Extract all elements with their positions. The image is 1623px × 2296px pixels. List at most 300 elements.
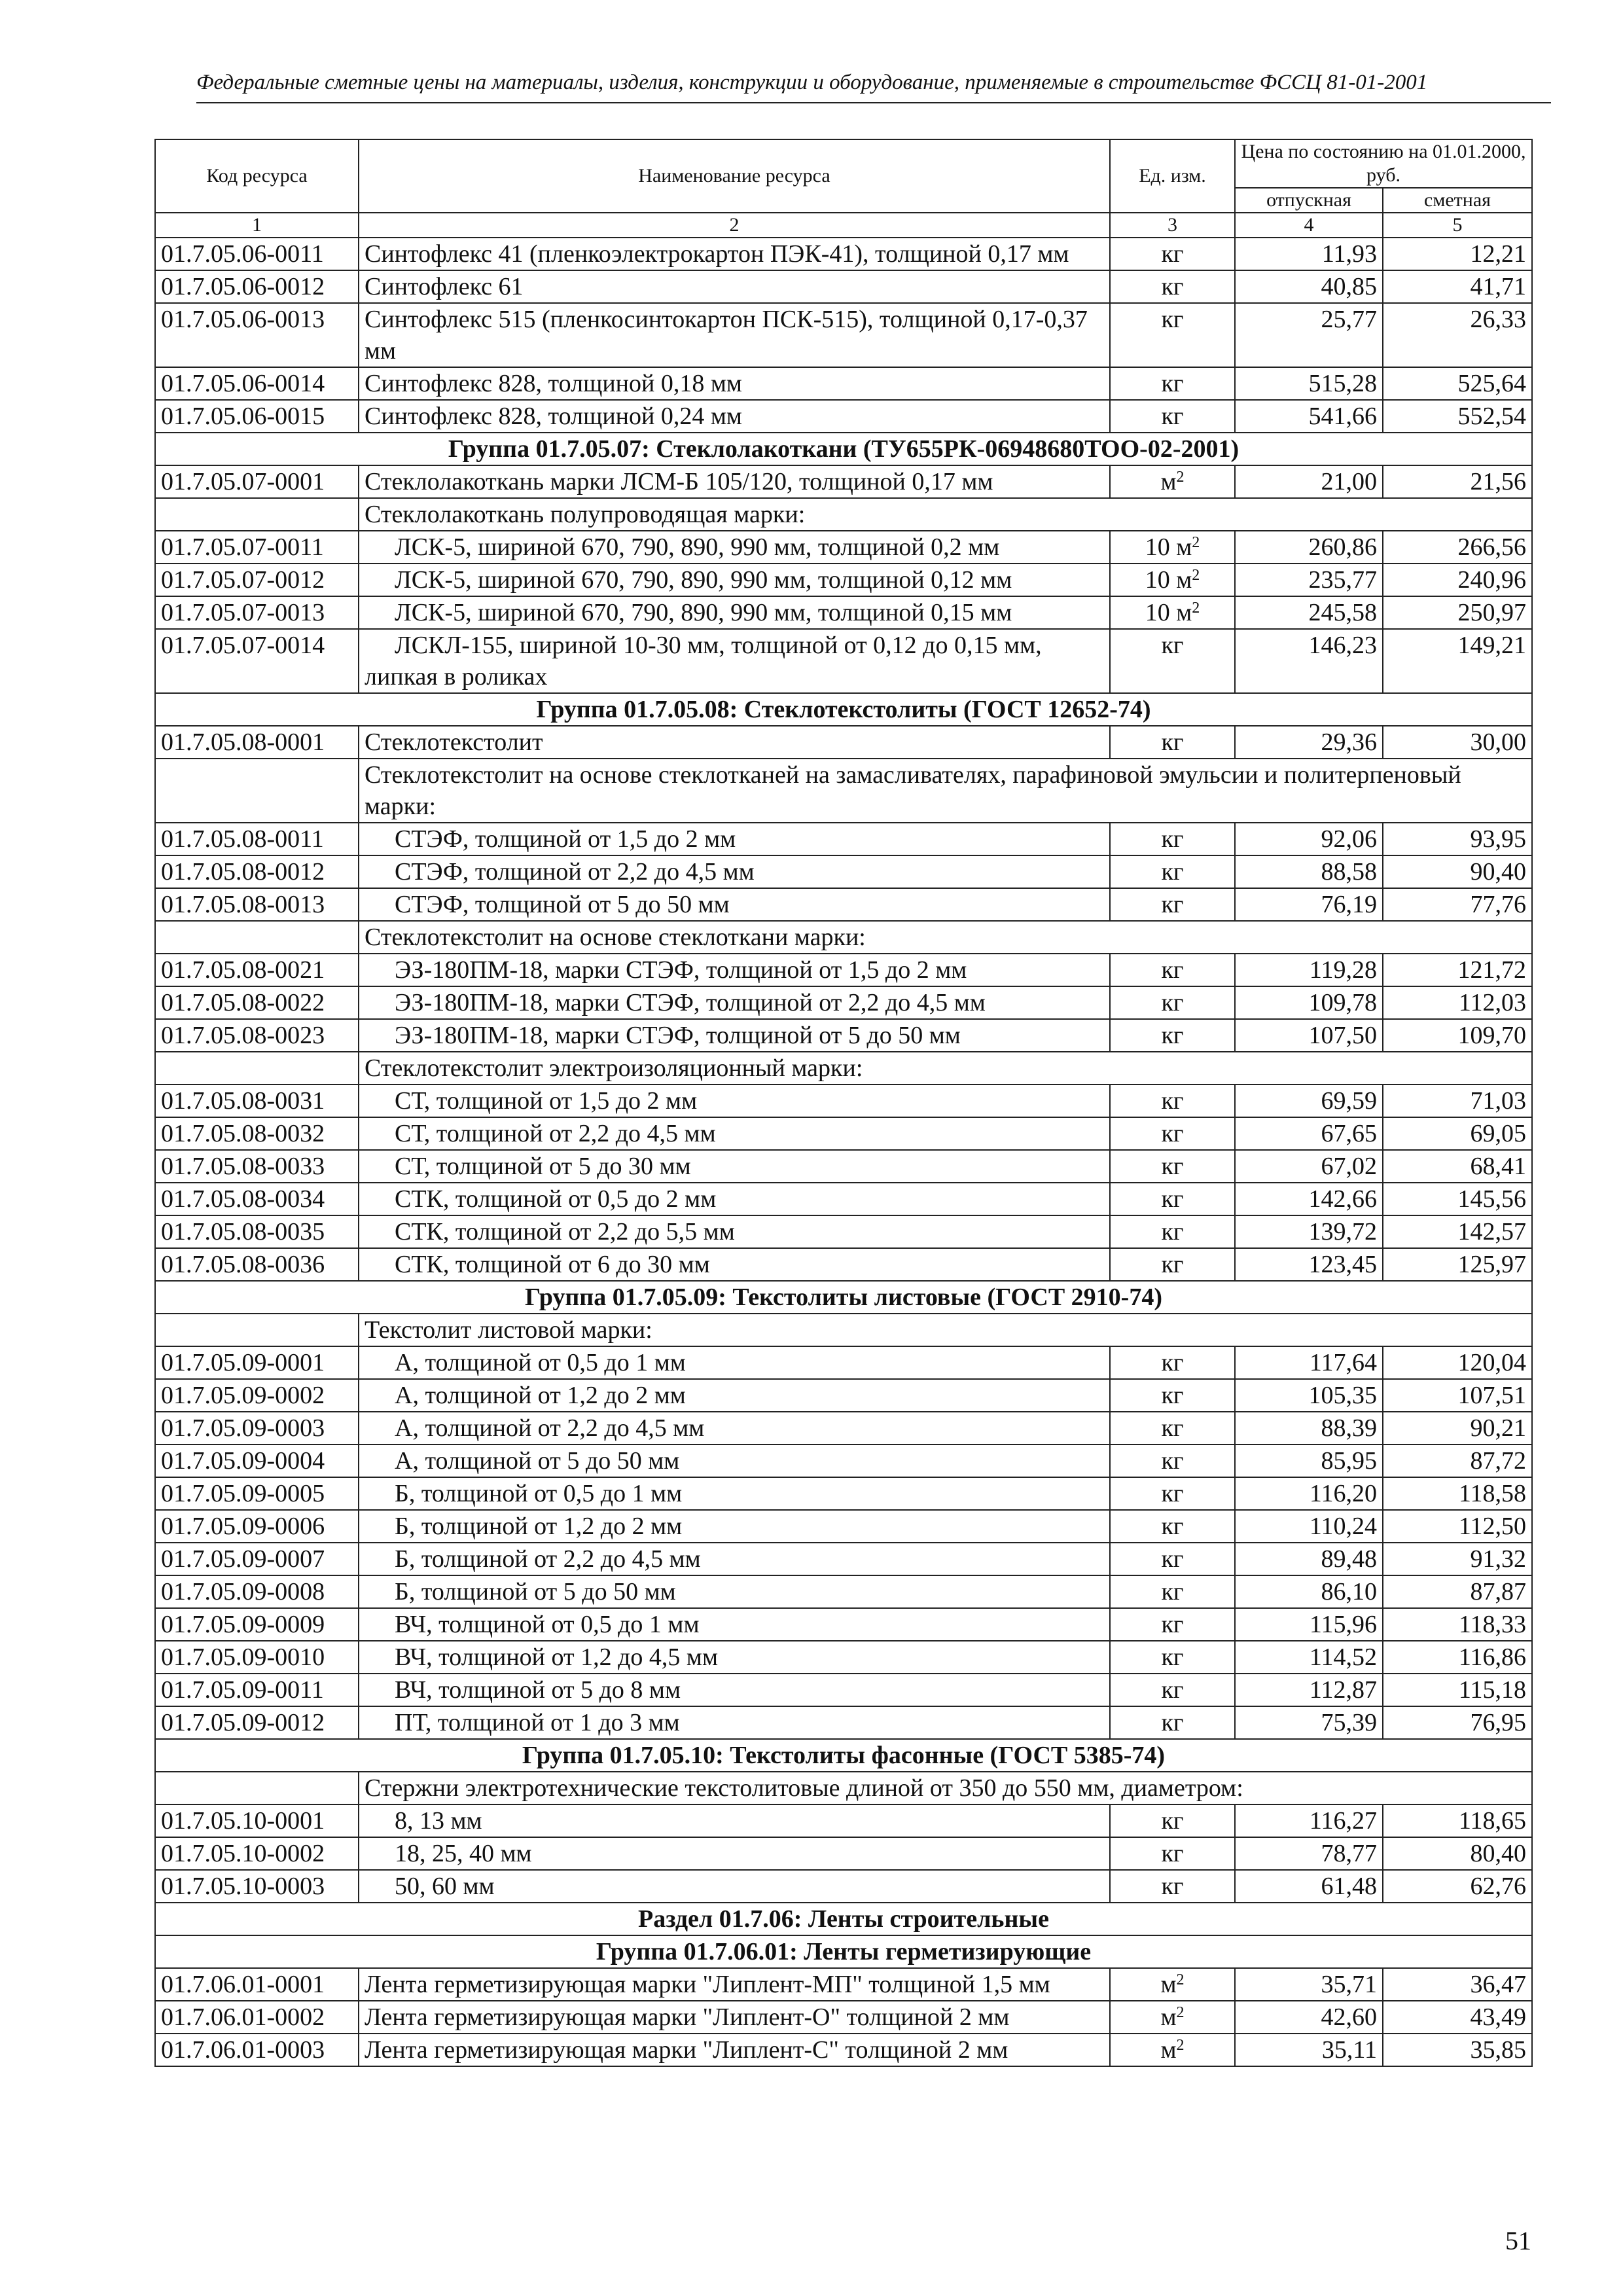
resource-code: 01.7.05.07-0011 bbox=[155, 531, 359, 564]
unit: кг bbox=[1161, 273, 1184, 300]
unit-cell bbox=[1110, 855, 1235, 888]
group-header-row bbox=[155, 693, 1532, 726]
resource-name-cell bbox=[359, 1183, 1110, 1215]
price-estimate: 112,50 bbox=[1383, 1510, 1532, 1543]
table-row bbox=[155, 400, 1532, 433]
resource-name: Синтофлекс 828, толщиной 0,24 мм bbox=[365, 403, 742, 430]
resource-code: 01.7.05.09-0003 bbox=[155, 1412, 359, 1444]
resource-name: Б, толщиной от 2,2 до 4,5 мм bbox=[395, 1545, 701, 1573]
unit-exponent: 2 bbox=[1192, 600, 1200, 617]
unit: кг bbox=[1161, 306, 1184, 333]
resource-name-cell bbox=[359, 303, 1110, 367]
price-estimate: 41,71 bbox=[1383, 270, 1532, 303]
resource-name-cell bbox=[359, 1804, 1110, 1837]
resource-code: 01.7.05.08-0013 bbox=[155, 888, 359, 921]
price-estimate: 90,40 bbox=[1383, 855, 1532, 888]
resource-name-cell bbox=[359, 367, 1110, 400]
resource-name: ЭЗ-180ПМ-18, марки СТЭФ, толщиной от 5 до 50 мм bbox=[395, 1022, 961, 1049]
price-estimate: 115,18 bbox=[1383, 1674, 1532, 1706]
price-release: 541,66 bbox=[1235, 400, 1383, 433]
unit: 10 м bbox=[1145, 566, 1192, 594]
resource-name-cell bbox=[359, 270, 1110, 303]
table-row bbox=[155, 1608, 1532, 1641]
resource-name-cell bbox=[359, 1706, 1110, 1739]
resource-name-cell bbox=[359, 855, 1110, 888]
unit: кг bbox=[1161, 240, 1184, 268]
table-row bbox=[155, 888, 1532, 921]
resource-code: 01.7.05.08-0031 bbox=[155, 1085, 359, 1117]
resource-name-cell bbox=[359, 564, 1110, 596]
unit: кг bbox=[1161, 1349, 1184, 1376]
price-release: 112,87 bbox=[1235, 1674, 1383, 1706]
price-release: 86,10 bbox=[1235, 1575, 1383, 1608]
price-release: 21,00 bbox=[1235, 465, 1383, 498]
price-release: 116,27 bbox=[1235, 1804, 1383, 1837]
price-estimate: 69,05 bbox=[1383, 1117, 1532, 1150]
resource-name-cell bbox=[359, 465, 1110, 498]
resource-code: 01.7.05.09-0005 bbox=[155, 1477, 359, 1510]
resource-name-cell bbox=[359, 954, 1110, 986]
resource-name-cell bbox=[359, 629, 1110, 693]
resource-name-cell bbox=[359, 1477, 1110, 1510]
resource-name-cell bbox=[359, 400, 1110, 433]
price-estimate: 77,76 bbox=[1383, 888, 1532, 921]
resource-name-cell bbox=[359, 1608, 1110, 1641]
resource-code: 01.7.06.01-0002 bbox=[155, 2001, 359, 2034]
resource-name: ЛСК-5, шириной 670, 790, 890, 990 мм, толщиной 0,2 мм bbox=[395, 533, 1000, 561]
price-estimate: 118,58 bbox=[1383, 1477, 1532, 1510]
unit-cell bbox=[1110, 303, 1235, 367]
price-estimate: 525,64 bbox=[1383, 367, 1532, 400]
subheading-row bbox=[155, 1314, 1532, 1346]
resource-name-cell bbox=[359, 1837, 1110, 1870]
unit-cell bbox=[1110, 1837, 1235, 1870]
price-estimate: 12,21 bbox=[1383, 238, 1532, 270]
resource-name: Синтофлекс 828, толщиной 0,18 мм bbox=[365, 370, 742, 397]
unit: кг bbox=[1161, 1087, 1184, 1115]
unit-exponent: 2 bbox=[1176, 469, 1185, 486]
price-release: 69,59 bbox=[1235, 1085, 1383, 1117]
resource-name-cell bbox=[359, 1575, 1110, 1608]
table-row bbox=[155, 1510, 1532, 1543]
resource-name: ЛСК-5, шириной 670, 790, 890, 990 мм, толщиной 0,12 мм bbox=[395, 566, 1012, 594]
resource-name: ЛСКЛ-155, шириной 10-30 мм, толщиной от 0,12 до 0,15 мм, липкая в роликах bbox=[365, 632, 1042, 691]
resource-name: Стеклолакоткань марки ЛСМ-Б 105/120, толщиной 0,17 мм bbox=[365, 468, 993, 495]
table-row bbox=[155, 303, 1532, 367]
col-header-name: Наименование ресурса bbox=[359, 139, 1110, 213]
resource-name: СТК, толщиной от 0,5 до 2 мм bbox=[395, 1185, 717, 1213]
resource-name-cell bbox=[359, 1968, 1110, 2001]
unit-cell bbox=[1110, 1117, 1235, 1150]
resource-name-cell bbox=[359, 1215, 1110, 1248]
unit: кг bbox=[1161, 1218, 1184, 1246]
unit-cell bbox=[1110, 1412, 1235, 1444]
unit: кг bbox=[1161, 1447, 1184, 1475]
price-estimate: 90,21 bbox=[1383, 1412, 1532, 1444]
price-release: 105,35 bbox=[1235, 1379, 1383, 1412]
resource-code: 01.7.05.08-0032 bbox=[155, 1117, 359, 1150]
unit: кг bbox=[1161, 1251, 1184, 1278]
price-estimate: 120,04 bbox=[1383, 1346, 1532, 1379]
table-row bbox=[155, 270, 1532, 303]
unit: кг bbox=[1161, 1153, 1184, 1180]
resource-name: Лента герметизирующая марки "Липлент-МП" толщиной 1,5 мм bbox=[365, 1971, 1050, 1998]
unit-cell bbox=[1110, 1706, 1235, 1739]
unit: кг bbox=[1161, 956, 1184, 984]
unit: м bbox=[1160, 2036, 1177, 2064]
resource-name: СТЭФ, толщиной от 2,2 до 4,5 мм bbox=[395, 858, 755, 886]
resource-name: Синтофлекс 515 (пленкосинтокартон ПСК-515), толщиной 0,17-0,37 мм bbox=[365, 306, 1088, 365]
subheading-text: Стержни электротехнические текстолитовые длиной от 350 до 550 мм, диаметром: bbox=[359, 1772, 1532, 1804]
unit-cell bbox=[1110, 954, 1235, 986]
unit-cell bbox=[1110, 596, 1235, 629]
subheading-row bbox=[155, 1772, 1532, 1804]
group-title: Группа 01.7.05.10: Текстолиты фасонные (ГОСТ 5385-74) bbox=[155, 1739, 1532, 1772]
resource-name: СТЭФ, толщиной от 5 до 50 мм bbox=[395, 891, 730, 918]
empty-cell bbox=[155, 921, 359, 954]
group-title: Группа 01.7.06.01: Ленты герметизирующие bbox=[155, 1935, 1532, 1968]
unit: кг bbox=[1161, 1611, 1184, 1638]
price-release: 92,06 bbox=[1235, 823, 1383, 855]
unit-cell bbox=[1110, 823, 1235, 855]
section-header-row bbox=[155, 1903, 1532, 1935]
subheading-text: Стеклотекстолит на основе стеклотканей на замасливателях, парафиновой эмульсии и политерпеновый марки: bbox=[359, 759, 1532, 823]
resource-name: А, толщиной от 5 до 50 мм bbox=[395, 1447, 680, 1475]
unit-cell bbox=[1110, 1085, 1235, 1117]
unit: м bbox=[1160, 2003, 1177, 2031]
price-release: 35,11 bbox=[1235, 2034, 1383, 2066]
col-header-price-estimate: сметная bbox=[1383, 188, 1532, 213]
subheading-text: Стеклолакоткань полупроводящая марки: bbox=[359, 498, 1532, 531]
table-row bbox=[155, 1641, 1532, 1674]
section-title: Раздел 01.7.06: Ленты строительные bbox=[155, 1903, 1532, 1935]
resource-name-cell bbox=[359, 1543, 1110, 1575]
resource-code: 01.7.05.08-0001 bbox=[155, 726, 359, 759]
price-release: 67,02 bbox=[1235, 1150, 1383, 1183]
group-header-row bbox=[155, 1739, 1532, 1772]
table-row bbox=[155, 1412, 1532, 1444]
price-estimate: 116,86 bbox=[1383, 1641, 1532, 1674]
unit-exponent: 2 bbox=[1192, 534, 1200, 551]
resource-name: ВЧ, толщиной от 0,5 до 1 мм bbox=[395, 1611, 700, 1638]
empty-cell bbox=[155, 1052, 359, 1085]
col-number: 4 bbox=[1235, 213, 1383, 238]
col-number: 1 bbox=[155, 213, 359, 238]
unit-cell bbox=[1110, 1248, 1235, 1281]
price-release: 245,58 bbox=[1235, 596, 1383, 629]
resource-name: СТ, толщиной от 2,2 до 4,5 мм bbox=[395, 1120, 716, 1147]
price-estimate: 87,87 bbox=[1383, 1575, 1532, 1608]
price-estimate: 87,72 bbox=[1383, 1444, 1532, 1477]
unit-cell bbox=[1110, 1183, 1235, 1215]
price-release: 67,65 bbox=[1235, 1117, 1383, 1150]
unit-cell bbox=[1110, 1150, 1235, 1183]
resource-name: ВЧ, толщиной от 1,2 до 4,5 мм bbox=[395, 1643, 719, 1671]
price-estimate: 118,65 bbox=[1383, 1804, 1532, 1837]
resource-name: СТК, толщиной от 2,2 до 5,5 мм bbox=[395, 1218, 735, 1246]
resource-name-cell bbox=[359, 531, 1110, 564]
price-estimate: 250,97 bbox=[1383, 596, 1532, 629]
col-header-unit: Ед. изм. bbox=[1110, 139, 1235, 213]
price-release: 88,39 bbox=[1235, 1412, 1383, 1444]
price-release: 78,77 bbox=[1235, 1837, 1383, 1870]
price-release: 42,60 bbox=[1235, 2001, 1383, 2034]
unit-cell bbox=[1110, 1477, 1235, 1510]
price-release: 119,28 bbox=[1235, 954, 1383, 986]
col-number: 2 bbox=[359, 213, 1110, 238]
resource-name: Стеклотекстолит bbox=[365, 728, 543, 756]
price-release: 35,71 bbox=[1235, 1968, 1383, 2001]
resource-code: 01.7.05.08-0033 bbox=[155, 1150, 359, 1183]
unit-exponent: 2 bbox=[1176, 2037, 1185, 2054]
col-number: 5 bbox=[1383, 213, 1532, 238]
table-row bbox=[155, 2001, 1532, 2034]
resource-name: Б, толщиной от 0,5 до 1 мм bbox=[395, 1480, 683, 1507]
price-estimate: 91,32 bbox=[1383, 1543, 1532, 1575]
price-estimate: 68,41 bbox=[1383, 1150, 1532, 1183]
resource-name: СТ, толщиной от 5 до 30 мм bbox=[395, 1153, 691, 1180]
resource-name-cell bbox=[359, 823, 1110, 855]
table-row bbox=[155, 1804, 1532, 1837]
resource-code: 01.7.05.08-0011 bbox=[155, 823, 359, 855]
resource-code: 01.7.06.01-0003 bbox=[155, 2034, 359, 2066]
resource-name: ЭЗ-180ПМ-18, марки СТЭФ, толщиной от 1,5 до 2 мм bbox=[395, 956, 967, 984]
resource-name-cell bbox=[359, 1412, 1110, 1444]
unit-cell bbox=[1110, 1019, 1235, 1052]
unit: кг bbox=[1161, 370, 1184, 397]
resource-name: ЛСК-5, шириной 670, 790, 890, 990 мм, толщиной 0,15 мм bbox=[395, 599, 1012, 626]
unit-cell bbox=[1110, 629, 1235, 693]
resource-code: 01.7.05.08-0012 bbox=[155, 855, 359, 888]
unit: кг bbox=[1161, 1382, 1184, 1409]
resource-name: Б, толщиной от 1,2 до 2 мм bbox=[395, 1513, 683, 1540]
price-estimate: 62,76 bbox=[1383, 1870, 1532, 1903]
resource-code: 01.7.05.06-0012 bbox=[155, 270, 359, 303]
unit-cell bbox=[1110, 1379, 1235, 1412]
resource-code: 01.7.05.07-0014 bbox=[155, 629, 359, 693]
unit-cell bbox=[1110, 1968, 1235, 2001]
group-header-row bbox=[155, 1281, 1532, 1314]
price-release: 115,96 bbox=[1235, 1608, 1383, 1641]
unit-cell bbox=[1110, 1215, 1235, 1248]
table-row bbox=[155, 1019, 1532, 1052]
price-estimate: 552,54 bbox=[1383, 400, 1532, 433]
price-estimate: 30,00 bbox=[1383, 726, 1532, 759]
table-row bbox=[155, 1248, 1532, 1281]
table-row bbox=[155, 1379, 1532, 1412]
table-row bbox=[155, 465, 1532, 498]
resource-name: А, толщиной от 1,2 до 2 мм bbox=[395, 1382, 686, 1409]
resource-name: 8, 13 мм bbox=[395, 1807, 482, 1835]
resource-code: 01.7.05.09-0012 bbox=[155, 1706, 359, 1739]
price-release: 116,20 bbox=[1235, 1477, 1383, 1510]
resource-name-cell bbox=[359, 1150, 1110, 1183]
table-row bbox=[155, 1968, 1532, 2001]
unit: кг bbox=[1161, 1873, 1184, 1900]
unit: 10 м bbox=[1145, 533, 1192, 561]
price-release: 515,28 bbox=[1235, 367, 1383, 400]
table-row bbox=[155, 1150, 1532, 1183]
table-row bbox=[155, 1543, 1532, 1575]
resource-name-cell bbox=[359, 238, 1110, 270]
unit: кг bbox=[1161, 1185, 1184, 1213]
unit-exponent: 2 bbox=[1192, 567, 1200, 584]
unit: кг bbox=[1161, 1643, 1184, 1671]
price-estimate: 71,03 bbox=[1383, 1085, 1532, 1117]
resource-code: 01.7.05.06-0013 bbox=[155, 303, 359, 367]
resource-code: 01.7.05.09-0011 bbox=[155, 1674, 359, 1706]
group-title: Группа 01.7.05.07: Стеклолакоткани (ТУ655РК-06948680ТОО-02-2001) bbox=[155, 433, 1532, 465]
unit: кг bbox=[1161, 1676, 1184, 1704]
unit: кг bbox=[1161, 891, 1184, 918]
table-row bbox=[155, 1346, 1532, 1379]
price-estimate: 21,56 bbox=[1383, 465, 1532, 498]
unit-cell bbox=[1110, 1444, 1235, 1477]
resource-code: 01.7.05.08-0036 bbox=[155, 1248, 359, 1281]
resource-name: ВЧ, толщиной от 5 до 8 мм bbox=[395, 1676, 681, 1704]
resource-name: А, толщиной от 2,2 до 4,5 мм bbox=[395, 1414, 705, 1442]
subheading-row bbox=[155, 498, 1532, 531]
empty-cell bbox=[155, 1314, 359, 1346]
table-row bbox=[155, 1674, 1532, 1706]
resource-code: 01.7.05.09-0004 bbox=[155, 1444, 359, 1477]
resource-name: Б, толщиной от 5 до 50 мм bbox=[395, 1578, 676, 1605]
resource-name-cell bbox=[359, 1085, 1110, 1117]
table-row bbox=[155, 1870, 1532, 1903]
col-header-price-group: Цена по состоянию на 01.01.2000, руб. bbox=[1235, 139, 1532, 188]
unit-cell bbox=[1110, 888, 1235, 921]
price-estimate: 107,51 bbox=[1383, 1379, 1532, 1412]
price-estimate: 145,56 bbox=[1383, 1183, 1532, 1215]
resource-code: 01.7.05.07-0012 bbox=[155, 564, 359, 596]
table-row bbox=[155, 238, 1532, 270]
resource-code: 01.7.05.08-0023 bbox=[155, 1019, 359, 1052]
resource-code: 01.7.05.09-0010 bbox=[155, 1641, 359, 1674]
unit: кг bbox=[1161, 1513, 1184, 1540]
subheading-row bbox=[155, 1052, 1532, 1085]
resource-name: 18, 25, 40 мм bbox=[395, 1840, 532, 1867]
unit: кг bbox=[1161, 1807, 1184, 1835]
price-table bbox=[154, 139, 1533, 2067]
price-estimate: 76,95 bbox=[1383, 1706, 1532, 1739]
unit-cell bbox=[1110, 270, 1235, 303]
table-row bbox=[155, 1575, 1532, 1608]
price-release: 29,36 bbox=[1235, 726, 1383, 759]
running-header: Федеральные сметные цены на материалы, изделия, конструкции и оборудование, применяемые в строительстве ФССЦ 81-01-2001 bbox=[196, 71, 1428, 94]
unit-cell bbox=[1110, 367, 1235, 400]
price-release: 117,64 bbox=[1235, 1346, 1383, 1379]
price-estimate: 121,72 bbox=[1383, 954, 1532, 986]
price-release: 123,45 bbox=[1235, 1248, 1383, 1281]
unit-cell bbox=[1110, 531, 1235, 564]
unit: кг bbox=[1161, 632, 1184, 659]
resource-code: 01.7.05.09-0009 bbox=[155, 1608, 359, 1641]
table-row bbox=[155, 823, 1532, 855]
resource-code: 01.7.05.09-0008 bbox=[155, 1575, 359, 1608]
col-header-code: Код ресурса bbox=[155, 139, 359, 213]
table-row bbox=[155, 1477, 1532, 1510]
table-row bbox=[155, 954, 1532, 986]
unit-cell bbox=[1110, 2001, 1235, 2034]
table-row bbox=[155, 986, 1532, 1019]
price-release: 114,52 bbox=[1235, 1641, 1383, 1674]
unit-cell bbox=[1110, 1870, 1235, 1903]
table-row bbox=[155, 1183, 1532, 1215]
price-estimate: 266,56 bbox=[1383, 531, 1532, 564]
group-header-row bbox=[155, 433, 1532, 465]
unit-cell bbox=[1110, 238, 1235, 270]
resource-name-cell bbox=[359, 1346, 1110, 1379]
price-estimate: 93,95 bbox=[1383, 823, 1532, 855]
header-rule bbox=[196, 102, 1551, 103]
subheading-text: Текстолит листовой марки: bbox=[359, 1314, 1532, 1346]
resource-code: 01.7.05.09-0006 bbox=[155, 1510, 359, 1543]
price-release: 110,24 bbox=[1235, 1510, 1383, 1543]
unit: 10 м bbox=[1145, 599, 1192, 626]
resource-name-cell bbox=[359, 1379, 1110, 1412]
resource-name: Синтофлекс 41 (пленкоэлектрокартон ПЭК-41), толщиной 0,17 мм bbox=[365, 240, 1069, 268]
unit-cell bbox=[1110, 564, 1235, 596]
price-release: 109,78 bbox=[1235, 986, 1383, 1019]
unit-cell bbox=[1110, 1575, 1235, 1608]
page-number: 51 bbox=[1505, 2226, 1531, 2255]
resource-name-cell bbox=[359, 1641, 1110, 1674]
resource-code: 01.7.05.06-0011 bbox=[155, 238, 359, 270]
table-row bbox=[155, 1215, 1532, 1248]
resource-name: ЭЗ-180ПМ-18, марки СТЭФ, толщиной от 2,2 до 4,5 мм bbox=[395, 989, 986, 1016]
subheading-row bbox=[155, 921, 1532, 954]
table-row bbox=[155, 564, 1532, 596]
price-release: 146,23 bbox=[1235, 629, 1383, 693]
resource-code: 01.7.05.06-0014 bbox=[155, 367, 359, 400]
unit-cell bbox=[1110, 1608, 1235, 1641]
table-row bbox=[155, 1444, 1532, 1477]
resource-name-cell bbox=[359, 1510, 1110, 1543]
price-estimate: 26,33 bbox=[1383, 303, 1532, 367]
resource-code: 01.7.05.10-0002 bbox=[155, 1837, 359, 1870]
price-release: 260,86 bbox=[1235, 531, 1383, 564]
col-number: 3 bbox=[1110, 213, 1235, 238]
unit-cell bbox=[1110, 1346, 1235, 1379]
resource-code: 01.7.05.08-0034 bbox=[155, 1183, 359, 1215]
price-release: 85,95 bbox=[1235, 1444, 1383, 1477]
price-release: 11,93 bbox=[1235, 238, 1383, 270]
price-estimate: 240,96 bbox=[1383, 564, 1532, 596]
unit-cell bbox=[1110, 1510, 1235, 1543]
unit-exponent: 2 bbox=[1176, 2004, 1185, 2021]
resource-name: СТЭФ, толщиной от 1,5 до 2 мм bbox=[395, 825, 736, 853]
table-row bbox=[155, 629, 1532, 693]
unit: кг bbox=[1161, 1840, 1184, 1867]
unit: кг bbox=[1161, 1480, 1184, 1507]
resource-code: 01.7.05.09-0001 bbox=[155, 1346, 359, 1379]
unit: м bbox=[1160, 468, 1177, 495]
unit: кг bbox=[1161, 1709, 1184, 1736]
resource-code: 01.7.05.09-0007 bbox=[155, 1543, 359, 1575]
resource-name-cell bbox=[359, 1444, 1110, 1477]
table-row bbox=[155, 855, 1532, 888]
table-row bbox=[155, 1117, 1532, 1150]
price-estimate: 109,70 bbox=[1383, 1019, 1532, 1052]
unit-cell bbox=[1110, 1804, 1235, 1837]
resource-name: Лента герметизирующая марки "Липлент-О" толщиной 2 мм bbox=[365, 2003, 1010, 2031]
resource-name: ПТ, толщиной от 1 до 3 мм bbox=[395, 1709, 680, 1736]
resource-code: 01.7.05.07-0013 bbox=[155, 596, 359, 629]
unit-cell bbox=[1110, 2034, 1235, 2066]
resource-name-cell bbox=[359, 1870, 1110, 1903]
unit: кг bbox=[1161, 1022, 1184, 1049]
empty-cell bbox=[155, 1772, 359, 1804]
